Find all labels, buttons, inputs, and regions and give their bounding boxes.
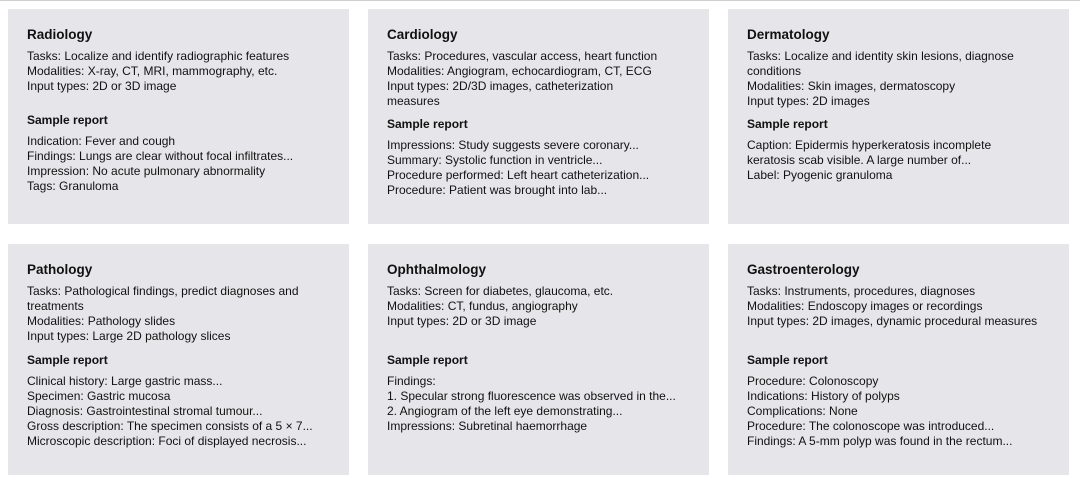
card-title: Dermatology [747, 27, 830, 42]
sample-report-title: Sample report [27, 113, 108, 127]
report-line: Findings: [387, 374, 436, 388]
report-line: Microscopic description: Foci of displayed necrosis... [27, 434, 307, 448]
tasks-text: Tasks: Procedures, vascular access, heart function [387, 49, 658, 63]
modalities-text: Modalities: Angiogram, echocardiogram, CT, ECG [387, 64, 652, 78]
modalities-text: Modalities: Endoscopy images or recordings [747, 299, 983, 313]
report-line: Procedure: Patient was brought into lab... [387, 183, 608, 197]
tasks-text: Tasks: Pathological findings, predict diagnoses and treatments [27, 284, 299, 313]
sample-report-title: Sample report [747, 117, 828, 131]
report-line: Procedure performed: Left heart catheterization... [387, 168, 650, 182]
sample-report-title: Sample report [747, 353, 828, 367]
report-line: Procedure: Colonoscopy [747, 374, 879, 388]
report-line: Findings: A 5-mm polyp was found in the rectum... [747, 434, 1013, 448]
sample-report-title: Sample report [387, 353, 468, 367]
report-line: Complications: None [747, 404, 858, 418]
sample-report-title: Sample report [27, 353, 108, 367]
input-types-text: Input types: 2D or 3D image [27, 79, 177, 93]
card-cardiology [368, 9, 709, 224]
report-line: Impressions: Subretinal haemorrhage [387, 419, 588, 433]
tasks-text: Tasks: Localize and identity skin lesions, diagnose conditions [747, 49, 1014, 78]
report-line: Clinical history: Large gastric mass... [27, 374, 223, 388]
card-radiology [8, 9, 349, 224]
input-types-text: Input types: Large 2D pathology slices [27, 329, 231, 343]
report-line: Diagnosis: Gastrointestinal stromal tumour... [27, 404, 263, 418]
input-types-text: Input types: 2D/3D images, catheterization measures [387, 79, 614, 108]
modalities-text: Modalities: CT, fundus, angiography [387, 299, 578, 313]
input-types-text: Input types: 2D images, dynamic procedural measures [747, 314, 1038, 328]
card-gastroenterology [728, 244, 1069, 475]
report-line: Summary: Systolic function in ventricle... [387, 153, 603, 167]
card-title: Radiology [27, 27, 93, 42]
modalities-text: Modalities: Pathology slides [27, 314, 176, 328]
input-types-text: Input types: 2D or 3D image [387, 314, 537, 328]
card-title: Gastroenterology [747, 262, 860, 277]
section-gap [387, 329, 691, 353]
report-line: Impressions: Study suggests severe coronary... [387, 138, 639, 152]
specialty-grid [8, 9, 1072, 475]
card-title: Ophthalmology [387, 262, 486, 277]
sample-report-title: Sample report [387, 117, 468, 131]
tasks-text: Tasks: Localize and identify radiographic features [27, 49, 290, 63]
report-line: Tags: Granuloma [27, 179, 119, 193]
report-line: Label: Pyogenic granuloma [747, 168, 893, 182]
card-dermatology [728, 9, 1069, 224]
modalities-text: Modalities: X-ray, CT, MRI, mammography, etc. [27, 64, 278, 78]
card-pathology [8, 244, 349, 475]
report-line: Gross description: The specimen consists of a 5 × 7... [27, 419, 313, 433]
report-line: Caption: Epidermis hyperkeratosis incomplete keratosis scab visible. A large number of... [747, 138, 992, 167]
card-title: Pathology [27, 262, 93, 277]
report-line: 2. Angiogram of the left eye demonstrating... [387, 404, 623, 418]
report-line: Indications: History of polyps [747, 389, 900, 403]
section-gap [27, 94, 331, 113]
report-line: Procedure: The colonoscope was introduced... [747, 419, 995, 433]
report-line: Findings: Lungs are clear without focal infiltrates... [27, 149, 294, 163]
report-line: Impression: No acute pulmonary abnormality [27, 164, 266, 178]
report-line: 1. Specular strong fluorescence was observed in the... [387, 389, 676, 403]
modalities-text: Modalities: Skin images, dermatoscopy [747, 79, 956, 93]
top-divider [0, 0, 1080, 1]
tasks-text: Tasks: Screen for diabetes, glaucoma, etc. [387, 284, 614, 298]
card-ophthalmology [368, 244, 709, 475]
section-gap [387, 109, 691, 117]
card-title: Cardiology [387, 27, 458, 42]
section-gap [747, 109, 1051, 117]
section-gap [27, 344, 331, 353]
report-line: Specimen: Gastric mucosa [27, 389, 171, 403]
tasks-text: Tasks: Instruments, procedures, diagnoses [747, 284, 976, 298]
input-types-text: Input types: 2D images [747, 94, 870, 108]
report-line: Indication: Fever and cough [27, 134, 176, 148]
section-gap [747, 329, 1051, 353]
